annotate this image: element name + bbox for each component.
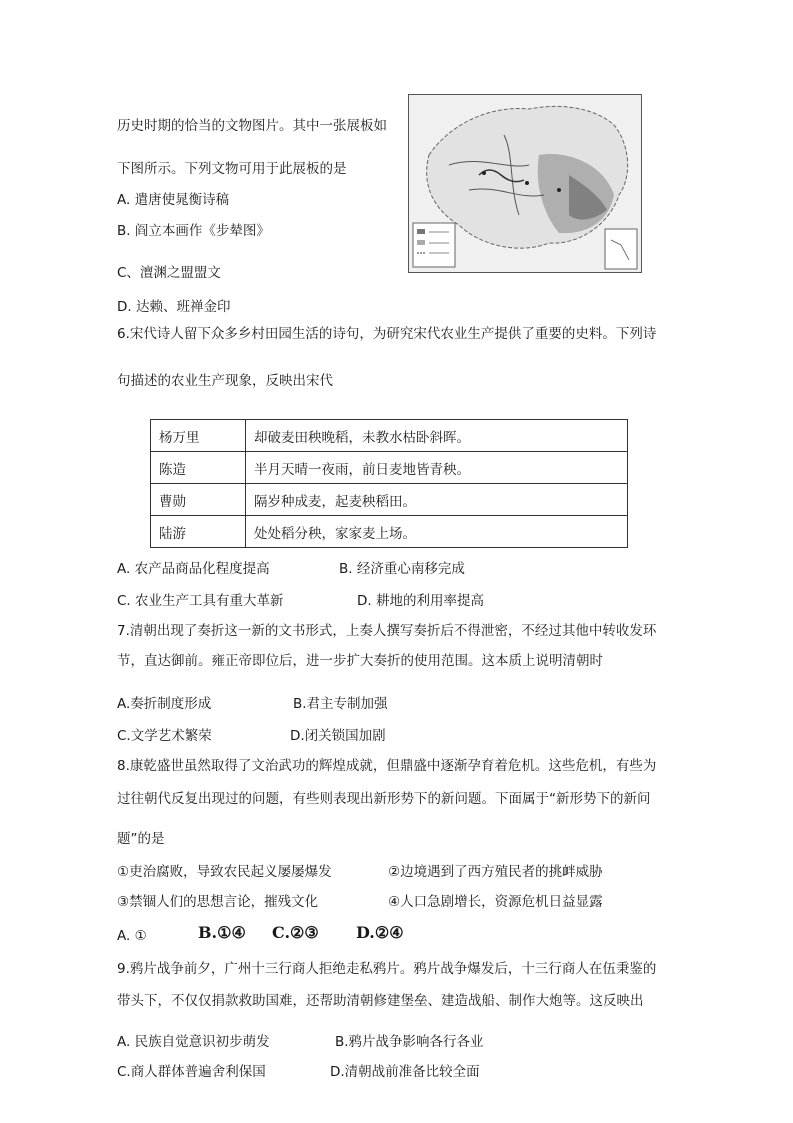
table-row [151, 484, 628, 516]
q9-option-b: B.鸦片战争影响各行各业 [335, 1034, 484, 1050]
q5-option-b: B. 阎立本画作《步辇图》 [117, 223, 270, 239]
q9-stem-line2: 带头下，不仅仅捐款救助国难，还帮助清朝修建堡垒、建造战船、制作大炮等。这反映出 [117, 993, 644, 1009]
q9-stem-line1: 9.鸦片战争前夕，广州十三行商人拒绝走私鸦片。鸦片战争爆发后，十三行商人在伍秉鉴的 [117, 961, 657, 977]
q6-option-a: A. 农产品商品化程度提高 [117, 561, 270, 577]
author-cell: 曹勋 [151, 484, 246, 516]
verse-cell: 却破麦田秧晚稻，未教水枯卧斜晖。 [246, 420, 628, 452]
q7-option-a: A.奏折制度形成 [117, 696, 212, 712]
q6-stem-line1: 6.宋代诗人留下众多乡村田园生活的诗句，为研究宋代农业生产提供了重要的史料。下列诗 [117, 326, 657, 342]
q8-option-a: A. ① [117, 928, 147, 944]
table-row [151, 452, 628, 484]
q5-intro-line2: 下图所示。下列文物可用于此展板的是 [117, 161, 347, 177]
q7-option-c: C.文学艺术繁荣 [117, 728, 212, 744]
author-cell: 杨万里 [151, 420, 246, 452]
verse-cell: 半月天晴一夜雨，前日麦地皆青秧。 [246, 452, 628, 484]
q8-option-d: D.②④ [356, 923, 404, 942]
q8-item-4: ④人口急剧增长，资源危机日益显露 [388, 894, 603, 910]
q6-option-d: D. 耕地的利用率提高 [357, 593, 484, 609]
map-illustration [409, 95, 641, 272]
table-row [151, 516, 628, 548]
q5-option-d: D. 达赖、班禅金印 [117, 299, 231, 315]
q9-option-d: D.清朝战前准备比较全面 [330, 1064, 480, 1080]
q8-stem-line1: 8.康乾盛世虽然取得了文治武功的辉煌成就，但鼎盛中逐渐孕育着危机。这些危机，有些为 [117, 758, 657, 774]
q6-stem-line2: 句描述的农业生产现象，反映出宋代 [117, 373, 333, 389]
q5-option-a: A. 遣唐使晁衡诗稿 [117, 192, 230, 208]
table-row [151, 420, 628, 452]
q7-stem-line1: 7.清朝出现了奏折这一新的文书形式，上奏人撰写奏折后不得泄密，不经过其他中转收发环 [117, 623, 657, 639]
q8-option-b: B.①④ [198, 923, 246, 942]
q7-option-d: D.闭关锁国加剧 [290, 728, 386, 744]
q8-item-3: ③禁锢人们的思想言论，摧残文化 [117, 894, 319, 910]
q9-option-c: C.商人群体普遍舍利保国 [117, 1064, 266, 1080]
poems-table [150, 419, 628, 548]
author-cell: 陈造 [151, 452, 246, 484]
verse-cell: 处处稻分秧，家家麦上场。 [246, 516, 628, 548]
q8-stem-line3: 题”的是 [117, 831, 165, 847]
q9-option-a: A. 民族自觉意识初步萌发 [117, 1034, 270, 1050]
q8-item-1: ①吏治腐败，导致农民起义屡屡爆发 [117, 864, 332, 880]
historical-map-image [408, 94, 642, 273]
q6-option-b: B. 经济重心南移完成 [339, 561, 465, 577]
author-cell: 陆游 [151, 516, 246, 548]
q5-option-c: C、澶渊之盟盟文 [117, 265, 221, 281]
q7-option-b: B.君主专制加强 [293, 696, 388, 712]
q8-item-2: ②边境遇到了西方殖民者的挑衅威胁 [388, 864, 603, 880]
q5-intro-line1: 历史时期的恰当的文物图片。其中一张展板如 [117, 118, 387, 134]
q8-stem-line2: 过往朝代反复出现过的问题，有些则表现出新形势下的新问题。下面属于“新形势下的新问 [117, 791, 651, 807]
q6-option-c: C. 农业生产工具有重大革新 [117, 593, 284, 609]
verse-cell: 隔岁种成麦，起麦秧稻田。 [246, 484, 628, 516]
q7-stem-line2: 节，直达御前。雍正帝即位后，进一步扩大奏折的使用范围。这本质上说明清朝时 [117, 653, 603, 669]
q8-option-c: C.②③ [272, 923, 319, 942]
